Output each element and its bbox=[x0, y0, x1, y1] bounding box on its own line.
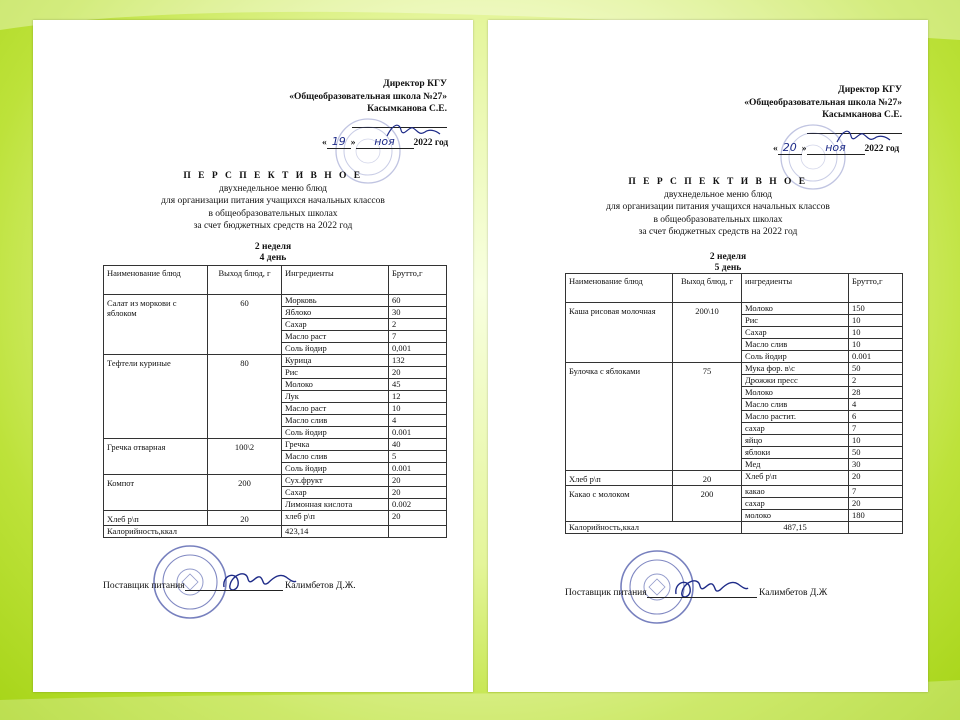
supplier-name: Калимбетов Д.Ж. bbox=[285, 581, 356, 591]
ingredient-name: Молоко bbox=[742, 387, 849, 399]
table-row bbox=[566, 303, 903, 315]
ingredient-gross: 30 bbox=[389, 307, 447, 319]
date-year: 2022 год bbox=[413, 138, 449, 148]
dish-yield: 20 bbox=[208, 511, 282, 526]
ingredient-name: Масло слив bbox=[282, 415, 389, 427]
ingredient-gross: 4 bbox=[849, 399, 903, 411]
ingredient-name: Лук bbox=[282, 391, 389, 403]
column-header-ingredients: ингредиенты bbox=[742, 274, 849, 303]
ingredient-gross: 0.002 bbox=[389, 499, 447, 511]
ingredient-gross: 20 bbox=[849, 471, 903, 486]
ingredient-name: Яблоко bbox=[282, 307, 389, 319]
ingredient-gross: 10 bbox=[849, 435, 903, 447]
table-header-row bbox=[104, 266, 447, 295]
ingredient-gross: 20 bbox=[389, 511, 447, 526]
ingredient-name: Масло раст bbox=[282, 403, 389, 415]
supplier-name: Калимбетов Д.Ж bbox=[759, 588, 828, 598]
ingredient-name: Соль йодир bbox=[282, 343, 389, 355]
menu-sheet-day-4 bbox=[33, 20, 473, 692]
ingredient-name: Соль йодир bbox=[282, 463, 389, 475]
calories-label: Калорийность,ккал bbox=[104, 526, 282, 538]
dish-yield: 75 bbox=[673, 363, 742, 471]
dish-name: Какао с молоком bbox=[566, 486, 673, 522]
table-row bbox=[566, 363, 903, 375]
ingredient-name: Сух.фрукт bbox=[282, 475, 389, 487]
ingredient-name: Хлеб р\п bbox=[742, 471, 849, 486]
dish-name: Хлеб р\п bbox=[104, 511, 208, 526]
ingredient-gross: 7 bbox=[389, 331, 447, 343]
dish-name: Булочка с яблоками bbox=[566, 363, 673, 471]
ingredient-name: Сахар bbox=[282, 319, 389, 331]
ingredient-name: какао bbox=[742, 486, 849, 498]
ingredient-name: Лимонная кислота bbox=[282, 499, 389, 511]
ingredient-gross: 10 bbox=[849, 339, 903, 351]
ingredient-gross: 10 bbox=[849, 327, 903, 339]
ingredient-name: Морковь bbox=[282, 295, 389, 307]
table-row bbox=[104, 355, 447, 367]
approval-date: « 20 » ноя 2022 год bbox=[773, 141, 900, 154]
table-row bbox=[104, 295, 447, 307]
ingredient-name: Масло слив bbox=[742, 399, 849, 411]
date-day: 20 bbox=[778, 141, 802, 155]
ingredient-gross: 10 bbox=[849, 315, 903, 327]
table-row bbox=[566, 486, 903, 498]
ingredient-name: молоко bbox=[742, 510, 849, 522]
column-header-yield: Выход блюд, г bbox=[208, 266, 282, 295]
date-day: 19 bbox=[327, 135, 351, 149]
dish-yield: 200 bbox=[673, 486, 742, 522]
ingredient-gross: 6 bbox=[849, 411, 903, 423]
ingredient-name: Молоко bbox=[742, 303, 849, 315]
week-day-label bbox=[658, 252, 798, 274]
supplier-label: Поставщик питания bbox=[103, 581, 185, 591]
ingredient-gross: 50 bbox=[849, 363, 903, 375]
ingredient-gross: 10 bbox=[389, 403, 447, 415]
ingredient-name: Рис bbox=[742, 315, 849, 327]
ingredient-name: яйцо bbox=[742, 435, 849, 447]
dish-name: Тефтели куриные bbox=[104, 355, 208, 439]
dish-name: Каша рисовая молочная bbox=[566, 303, 673, 363]
dish-yield: 200\10 bbox=[673, 303, 742, 363]
menu-table bbox=[103, 265, 447, 538]
calories-row bbox=[104, 526, 447, 538]
week-number: 2 неделя bbox=[254, 242, 292, 252]
table-row bbox=[104, 475, 447, 487]
dish-yield: 20 bbox=[673, 471, 742, 486]
ingredient-name: Дрожжи пресс bbox=[742, 375, 849, 387]
ingredient-gross: 5 bbox=[389, 451, 447, 463]
ingredient-gross: 20 bbox=[389, 367, 447, 379]
dish-name: Компот bbox=[104, 475, 208, 511]
ingredient-name: Масло раст bbox=[282, 331, 389, 343]
supplier-line bbox=[565, 587, 827, 598]
approval-date: « 19 » ноя 2022 год bbox=[322, 135, 449, 148]
ingredient-gross: 7 bbox=[849, 423, 903, 435]
ingredient-gross: 0,001 bbox=[389, 343, 447, 355]
ingredient-name: сахар bbox=[742, 423, 849, 435]
table-header-row bbox=[566, 274, 903, 303]
column-header-ingredients: Ингредиенты bbox=[282, 266, 389, 295]
calories-row bbox=[566, 522, 903, 534]
column-header-dish: Наименование блюд bbox=[104, 266, 208, 295]
ingredient-name: Сахар bbox=[282, 487, 389, 499]
table-row bbox=[566, 471, 903, 486]
ingredient-gross: 20 bbox=[389, 475, 447, 487]
day-number: 5 день bbox=[714, 263, 742, 273]
ingredient-gross: 4 bbox=[389, 415, 447, 427]
ingredient-gross: 2 bbox=[389, 319, 447, 331]
dish-yield: 200 bbox=[208, 475, 282, 511]
week-day-label bbox=[213, 242, 333, 264]
ingredient-gross: 45 bbox=[389, 379, 447, 391]
school-name: «Общеобразовательная школа №27» bbox=[744, 97, 902, 108]
ingredient-name: Рис bbox=[282, 367, 389, 379]
ingredient-gross: 7 bbox=[849, 486, 903, 498]
column-header-dish: Наименование блюд bbox=[566, 274, 673, 303]
ingredient-gross: 132 bbox=[389, 355, 447, 367]
director-name: Касымканова С.Е. bbox=[367, 104, 447, 114]
ingredient-gross: 0.001 bbox=[389, 463, 447, 475]
dish-yield: 60 bbox=[208, 295, 282, 355]
calories-value: 423,14 bbox=[282, 526, 389, 538]
ingredient-gross: 60 bbox=[389, 295, 447, 307]
ingredient-gross: 180 bbox=[849, 510, 903, 522]
document-title: П Е Р С П Е К Т И В Н О Е двухнедельное меню блюд для организации питания учащихся начальных классов в общеобразовательных школах за счет бюджетных средств на 2022 год bbox=[606, 177, 830, 237]
ingredient-name: Курица bbox=[282, 355, 389, 367]
ingredient-name: Мед bbox=[742, 459, 849, 471]
ingredient-name: Соль йодир bbox=[282, 427, 389, 439]
column-header-yield: Выход блюд, г bbox=[673, 274, 742, 303]
ingredient-name: Мука фор. в\с bbox=[742, 363, 849, 375]
ingredient-gross: 30 bbox=[849, 459, 903, 471]
dish-yield: 80 bbox=[208, 355, 282, 439]
document-title: П Е Р С П Е К Т И В Н О Е двухнедельное меню блюд для организации питания учащихся начальных классов в общеобразовательных школах за счет бюджетных средств на 2022 год bbox=[161, 171, 385, 231]
ingredient-gross: 20 bbox=[849, 498, 903, 510]
calories-value: 487,15 bbox=[742, 522, 849, 534]
column-header-gross: Брутто,г bbox=[389, 266, 447, 295]
menu-table bbox=[565, 273, 903, 534]
date-month: ноя bbox=[356, 135, 414, 149]
ingredient-name: Гречка bbox=[282, 439, 389, 451]
table-row bbox=[104, 511, 447, 526]
director-title: Директор КГУ bbox=[838, 85, 902, 95]
ingredient-name: Молоко bbox=[282, 379, 389, 391]
day-number: 4 день bbox=[259, 253, 287, 263]
menu-sheet-day-5 bbox=[488, 20, 928, 692]
ingredient-gross: 12 bbox=[389, 391, 447, 403]
calories-label: Калорийность,ккал bbox=[566, 522, 742, 534]
dish-yield: 100\2 bbox=[208, 439, 282, 475]
ingredient-name: хлеб р\п bbox=[282, 511, 389, 526]
ingredient-name: яблоки bbox=[742, 447, 849, 459]
ingredient-gross: 0.001 bbox=[389, 427, 447, 439]
ingredient-gross: 150 bbox=[849, 303, 903, 315]
ingredient-name: сахар bbox=[742, 498, 849, 510]
supplier-line bbox=[103, 580, 356, 591]
table-row bbox=[104, 439, 447, 451]
ingredient-gross: 40 bbox=[389, 439, 447, 451]
school-name: «Общеобразовательная школа №27» bbox=[289, 91, 447, 102]
dish-name: Хлеб р\п bbox=[566, 471, 673, 486]
dish-name: Гречка отварная bbox=[104, 439, 208, 475]
ingredient-gross: 28 bbox=[849, 387, 903, 399]
supplier-label: Поставщик питания bbox=[565, 588, 647, 598]
ingredient-gross: 20 bbox=[389, 487, 447, 499]
ingredient-name: Сахар bbox=[742, 327, 849, 339]
week-number: 2 неделя bbox=[709, 252, 747, 262]
ingredient-gross: 0.001 bbox=[849, 351, 903, 363]
column-header-gross: Брутто,г bbox=[849, 274, 903, 303]
dish-name: Салат из моркови с яблоком bbox=[104, 295, 208, 355]
ingredient-name: Масло слив bbox=[282, 451, 389, 463]
ingredient-gross: 2 bbox=[849, 375, 903, 387]
date-month: ноя bbox=[807, 141, 865, 155]
ingredient-name: Масло растит. bbox=[742, 411, 849, 423]
ingredient-name: Масло слив bbox=[742, 339, 849, 351]
ingredient-gross: 50 bbox=[849, 447, 903, 459]
director-name: Касымканова С.Е. bbox=[822, 110, 902, 120]
ingredient-name: Соль йодир bbox=[742, 351, 849, 363]
director-title: Директор КГУ bbox=[383, 79, 447, 89]
date-year: 2022 год bbox=[864, 144, 900, 154]
